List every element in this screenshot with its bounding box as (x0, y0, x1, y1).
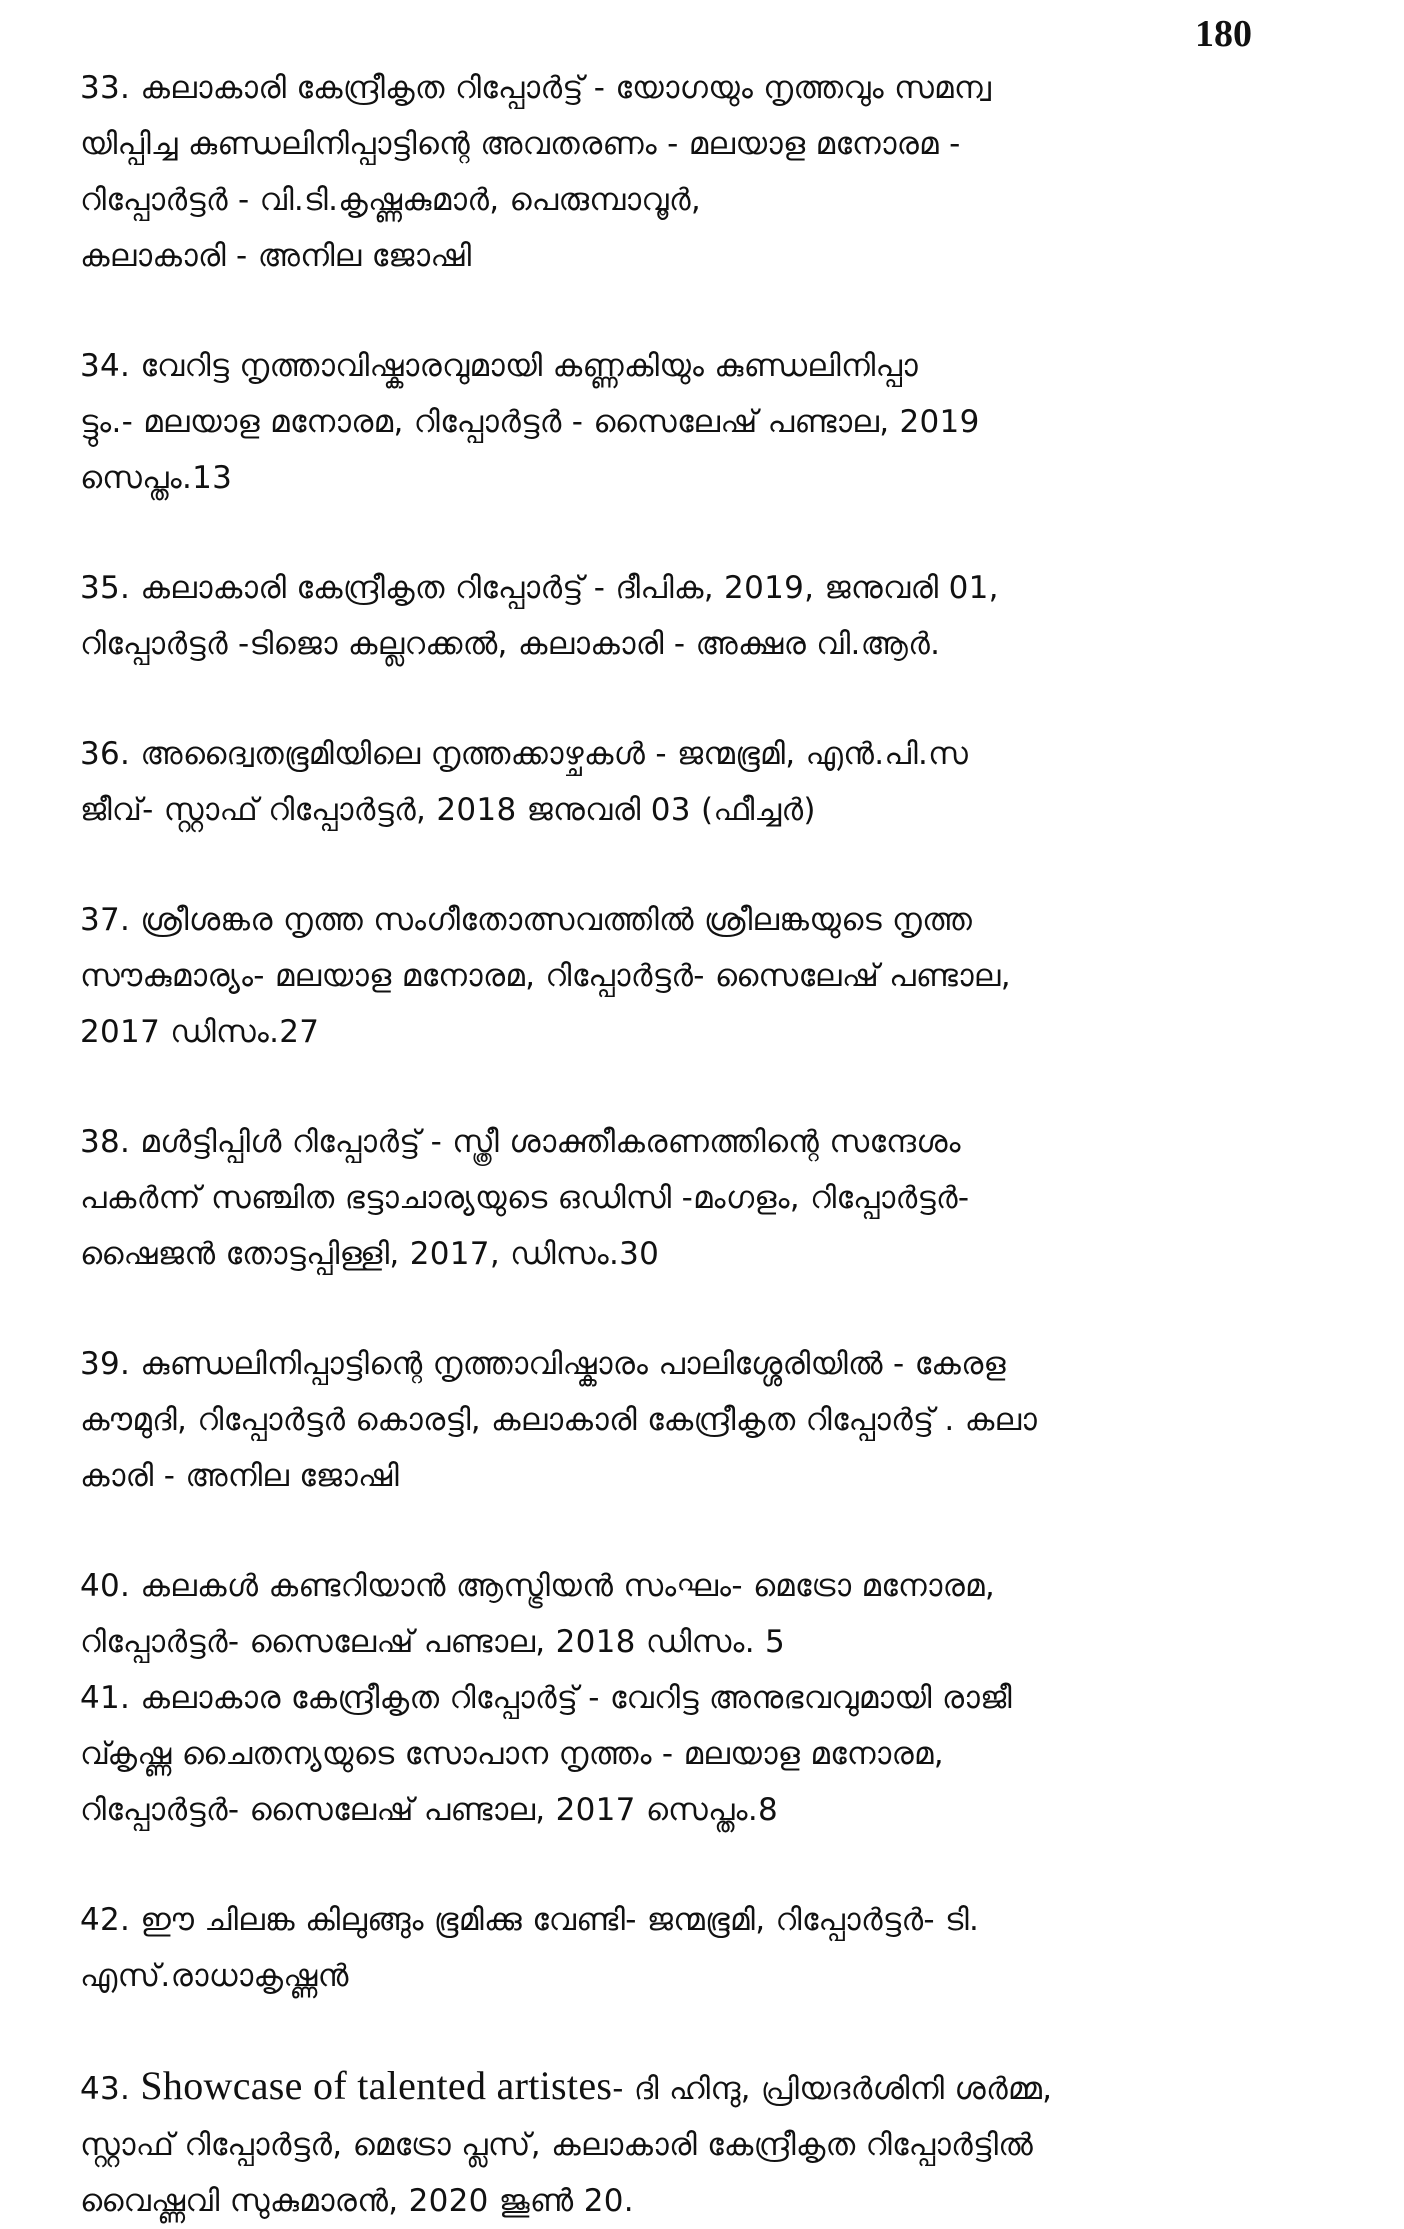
entry-line (80, 2058, 1260, 2117)
entry-line: സൗകുമാര്യം- മലയാള മനോരമ, റിപ്പോർട്ടർ- സൈലേഷ് പണ്ടാല, (80, 958, 1011, 994)
entry-line: റിപ്പോർട്ടർ - വി.ടി.കൃഷ്ണകുമാർ, പെരുമ്പാവൂർ, (80, 182, 702, 218)
entry-line: 41. കലാകാര കേന്ദ്രീകൃത റിപ്പോർട്ട് - വേറിട്ട അനുഭവവുമായി രാജീ (80, 1680, 1012, 1716)
entry-line: ട്ടും.- മലയാള മനോരമ, റിപ്പോർട്ടർ - സൈലേഷ് പണ്ടാല, 2019 (80, 404, 980, 440)
entry-line: കലാകാരി - അനില ജോഷി (80, 238, 472, 274)
reference-entry-42 (80, 1892, 1260, 2004)
entry-line-rest: - ദി ഹിന്ദു, പ്രിയദർശിനി ശർമ്മ, (612, 2071, 1053, 2107)
entry-line: വ്കൃഷ്ണ ചൈതന്യയുടെ സോപാന നൃത്തം - മലയാള മനോരമ, (80, 1736, 944, 1772)
reference-entry-38 (80, 1114, 1260, 1282)
entry-line: സെപ്തം.13 (80, 460, 233, 496)
reference-entry-35 (80, 560, 1260, 672)
entry-line: സ്റ്റാഫ് റിപ്പോർട്ടർ, മെട്രോ പ്ലസ്, കലാകാരി കേന്ദ്രീകൃത റിപ്പോർട്ടിൽ (80, 2127, 1034, 2163)
reference-entry-41 (80, 1670, 1260, 1838)
entry-line: ഷൈജൻ തോട്ടപ്പിള്ളി, 2017, ഡിസം.30 (80, 1236, 660, 1272)
entry-line: 38. മൾട്ടിപ്പിൾ റിപ്പോർട്ട് - സ്ത്രീ ശാക്തീകരണത്തിന്റെ സന്ദേശം (80, 1124, 961, 1160)
reference-list (80, 60, 1260, 2229)
entry-line: 40. കലകൾ കണ്ടറിയാൻ ആസ്ട്രിയൻ സംഘം- മെട്രോ മനോരമ, (80, 1568, 996, 1604)
entry-line: 37. ശ്രീശങ്കര നൃത്ത സംഗീതോത്സവത്തിൽ ശ്രീലങ്കയുടെ നൃത്ത (80, 902, 973, 938)
entry-line: റിപ്പോർട്ടർ- സൈലേഷ് പണ്ടാല, 2018 ഡിസം. 5 (80, 1624, 786, 1660)
entry-line: 34. വേറിട്ട നൃത്താവിഷ്കാരവുമായി കണ്ണകിയും കുണ്ഡലിനിപ്പാ (80, 348, 918, 384)
entry-line: റിപ്പോർട്ടർ- സൈലേഷ് പണ്ടാല, 2017 സെപ്തം.8 (80, 1792, 778, 1828)
entry-line: എസ്.രാധാകൃഷ്ണൻ (80, 1958, 349, 1994)
entry-line: 33. കലാകാരി കേന്ദ്രീകൃത റിപ്പോർട്ട് - യോഗയും നൃത്തവും സമന്വ (80, 70, 992, 106)
reference-entry-34 (80, 338, 1260, 506)
entry-line: കൗമുദി, റിപ്പോർട്ടർ കൊരട്ടി, കലാകാരി കേന്ദ്രീകൃത റിപ്പോർട്ട് . കലാ (80, 1402, 1038, 1438)
reference-entry-39 (80, 1336, 1260, 1504)
entry-line: 42. ഈ ചിലങ്ക കിലുങ്ങും ഭൂമിക്കു വേണ്ടി- ജന്മഭൂമി, റിപ്പോർട്ടർ- ടി. (80, 1902, 980, 1938)
entry-line: 39. കുണ്ഡലിനിപ്പാട്ടിന്റെ നൃത്താവിഷ്കാരം പാലിശ്ശേരിയിൽ - കേരള (80, 1346, 1006, 1382)
reference-entry-37 (80, 892, 1260, 1060)
reference-entry-43 (80, 2058, 1260, 2229)
entry-line: 2017 ഡിസം.27 (80, 1014, 320, 1050)
reference-entry-33 (80, 60, 1260, 284)
entry-line: ജീവ്- സ്റ്റാഫ് റിപ്പോർട്ടർ, 2018 ജനുവരി 03 (ഫീച്ചർ) (80, 792, 816, 828)
entry-line: റിപ്പോർട്ടർ -ടിജൊ കല്ലറക്കൽ, കലാകാരി - അക്ഷര വി.ആർ. (80, 626, 941, 662)
page-number: 180 (1195, 13, 1252, 55)
english-title: Showcase of talented artistes (140, 2063, 613, 2108)
entry-line: പകർന്ന് സഞ്ചിത ഭട്ടാചാര്യയുടെ ഒഡിസി -മംഗളം, റിപ്പോർട്ടർ- (80, 1180, 970, 1216)
entry-line: വൈഷ്ണവി സുകുമാരൻ, 2020 ജൂൺ 20. (80, 2183, 634, 2219)
reference-entry-40 (80, 1558, 1260, 1670)
entry-line: 35. കലാകാരി കേന്ദ്രീകൃത റിപ്പോർട്ട് - ദീപിക, 2019, ജനുവരി 01, (80, 570, 999, 606)
entry-line: കാരി - അനില ജോഷി (80, 1458, 400, 1494)
reference-entry-36 (80, 726, 1260, 838)
entry-line: യിപ്പിച്ച കുണ്ഡലിനിപ്പാട്ടിന്റെ അവതരണം - മലയാള മനോരമ - (80, 126, 961, 162)
entry-line: 36. അദ്വൈതഭൂമിയിലെ നൃത്തക്കാഴ്ചകൾ - ജന്മഭൂമി, എൻ.പി.സ (80, 736, 969, 772)
entry-number: 43. (80, 2071, 131, 2107)
